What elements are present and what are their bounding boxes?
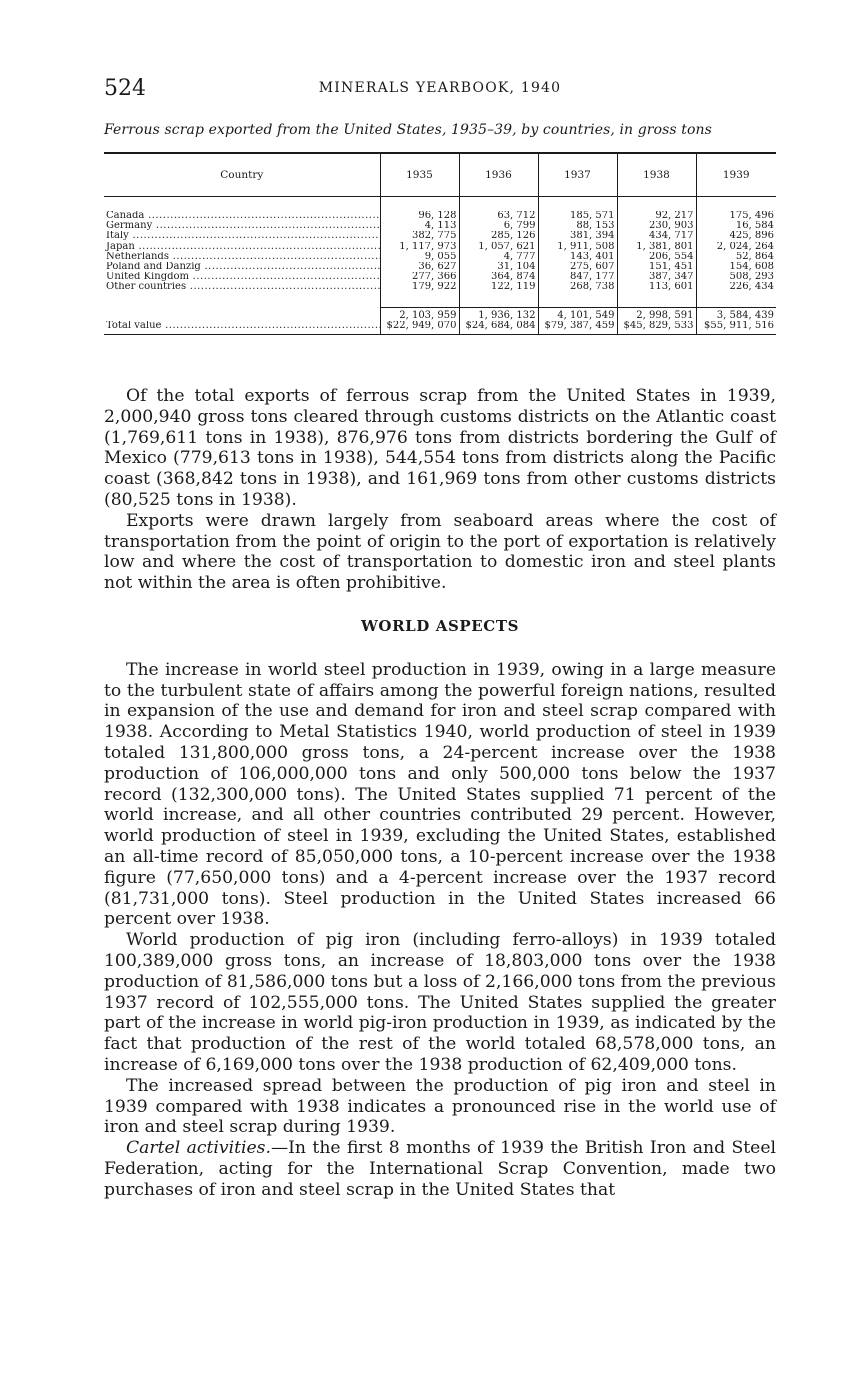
table-cell: 277, 366 [380, 272, 459, 282]
table-cell: 268, 738 [538, 282, 617, 292]
paragraph: The increased spread between the production of pig iron and steel in 1939 compared with 1938 indicates a pronounced rise in the world use of iron and steel scrap during 1939. [104, 1075, 776, 1138]
table-row [104, 272, 776, 282]
table-cell: 52, 864 [696, 252, 776, 262]
table-row [104, 231, 776, 241]
table-cell: 434, 717 [617, 231, 696, 241]
table-cell: 364, 874 [459, 272, 538, 282]
table-cell: 1, 117, 973 [380, 242, 459, 252]
totals-row [104, 307, 776, 321]
column-header-1937: 1937 [538, 153, 617, 197]
exports-table-container [104, 152, 776, 335]
column-header-country: Country [104, 153, 380, 197]
table-row [104, 282, 776, 292]
section-heading: WORLD ASPECTS [360, 616, 520, 635]
table-cell: 2, 024, 264 [696, 242, 776, 252]
country-name: Netherlands ..... [104, 252, 380, 262]
total-value-cell: $55, 911, 516 [696, 321, 776, 335]
column-header-1938: 1938 [617, 153, 696, 197]
total-value-cell: $24, 684, 084 [459, 321, 538, 335]
table-cell: 275, 607 [538, 262, 617, 272]
table-cell: 63, 712 [459, 211, 538, 221]
table-spacer [104, 197, 776, 212]
total-value-cell: $22, 949, 070 [380, 321, 459, 335]
total-cell: 4, 101, 549 [538, 307, 617, 321]
table-cell: 185, 571 [538, 211, 617, 221]
total-value-label: Total value ..... [104, 321, 380, 335]
table-cell: 16, 584 [696, 221, 776, 231]
table-cell: 154, 608 [696, 262, 776, 272]
country-name: Italy ..... [104, 231, 380, 241]
table-row [104, 221, 776, 231]
total-cell: 2, 103, 959 [380, 307, 459, 321]
table-cell: 151, 451 [617, 262, 696, 272]
table-cell: 1, 381, 801 [617, 242, 696, 252]
table-cell: 1, 911, 508 [538, 242, 617, 252]
total-value-cell: $45, 829, 533 [617, 321, 696, 335]
country-name: Poland and Danzig ..... [104, 262, 380, 272]
page-header [104, 76, 776, 106]
table-cell: 1, 057, 621 [459, 242, 538, 252]
table-cell: 226, 434 [696, 282, 776, 292]
table-row [104, 262, 776, 272]
paragraph: Exports were drawn largely from seaboard areas where the cost of transportation from the point of origin to the port of exportation is relatively low and where the cost of transportation to domestic iron and steel plants not within the area is often prohibitive. [104, 510, 776, 594]
table-cell: 6, 799 [459, 221, 538, 231]
table-cell: 92, 217 [617, 211, 696, 221]
country-name: Japan ..... [104, 242, 380, 252]
table-cell: 382, 775 [380, 231, 459, 241]
paragraph: World production of pig iron (including ferro-alloys) in 1939 totaled 100,389,000 gross tons, an increase of 18,803,000 tons over the 1938 production of 81,586,000 tons but a loss of 2,166,000 tons from the previous 1937 record of 102,555,000 tons. The United States supplied the greater part of the increase in world pig-iron production in 1939, as indicated by the fact that production of the rest of the world totaled 68,578,000 tons, an increase of 6,169,000 tons over the 1938 production of 62,409,000 tons. [104, 930, 776, 1075]
paragraph-cartel [104, 1138, 776, 1200]
table-cell: 381, 394 [538, 231, 617, 241]
table-header-row [104, 153, 776, 197]
table-cell: 175, 496 [696, 211, 776, 221]
column-header-1935: 1935 [380, 153, 459, 197]
table-cell: 96, 128 [380, 211, 459, 221]
table-cell: 36, 627 [380, 262, 459, 272]
paragraph: The increase in world steel production in 1939, owing in a large measure to the turbulent state of affairs among the powerful foreign nations, resulted in expansion of the use and demand for iron and steel scrap compared with 1938. According to Metal Statistics 1940, world production of steel in 1939 totaled 131,800,000 gross tons, a 24-percent increase over the 1938 production of 106,000,000 tons and only 500,000 tons below the 1937 record (132,300,000 tons). The United States supplied 71 percent of the world increase, and all other countries contributed 29 percent. However, world production of steel in 1939, excluding the United States, established an all-time record of 85,050,000 tons, a 10-percent increase over the 1938 figure (77,650,000 tons) and a 4-percent increase over the 1937 record (81,731,000 tons). Steel production in the United States increased 66 percent over 1938. [104, 659, 776, 930]
country-name: Canada ..... [104, 211, 380, 221]
total-cell: 3, 584, 439 [696, 307, 776, 321]
column-header-1936: 1936 [459, 153, 538, 197]
country-name: United Kingdom ..... [104, 272, 380, 282]
paragraph-text: —In the first 8 months of 1939 the British Iron and Steel Federation, acting for the International Scrap Convention, made two purchases of iron and steel scrap in the United States that [104, 1138, 776, 1200]
total-value-row [104, 321, 776, 335]
table-cell: 113, 601 [617, 282, 696, 292]
table-cell: 4, 113 [380, 221, 459, 231]
total-cell: 2, 998, 591 [617, 307, 696, 321]
table-row [104, 242, 776, 252]
table-row [104, 211, 776, 221]
table-cell: 143, 401 [538, 252, 617, 262]
table-spacer [104, 293, 776, 308]
table-cell: 425, 896 [696, 231, 776, 241]
running-title: MINERALS YEARBOOK, 1940 [318, 80, 562, 96]
table-row [104, 252, 776, 262]
table-cell: 847, 177 [538, 272, 617, 282]
page-number: 524 [104, 76, 146, 101]
table-cell: 206, 554 [617, 252, 696, 262]
table-cell: 285, 126 [459, 231, 538, 241]
column-header-1939: 1939 [696, 153, 776, 197]
country-name: Other countries ..... [104, 282, 380, 292]
table-cell: 179, 922 [380, 282, 459, 292]
body-text [104, 386, 776, 1200]
table-cell: 9, 055 [380, 252, 459, 262]
table-cell: 508, 293 [696, 272, 776, 282]
table-cell: 122, 119 [459, 282, 538, 292]
table-cell: 88, 153 [538, 221, 617, 231]
run-in-heading: Cartel activities. [126, 1138, 271, 1159]
total-cell: 1, 936, 132 [459, 307, 538, 321]
exports-table [104, 152, 776, 335]
table-cell: 31, 104 [459, 262, 538, 272]
table-cell: 387, 347 [617, 272, 696, 282]
table-cell: 4, 777 [459, 252, 538, 262]
country-name: Germany ..... [104, 221, 380, 231]
table-caption: Ferrous scrap exported from the United States, 1935–39, by countries, in gross tons [104, 122, 712, 138]
total-value-cell: $79, 387, 459 [538, 321, 617, 335]
table-cell: 230, 903 [617, 221, 696, 231]
paragraph: Of the total exports of ferrous scrap from the United States in 1939, 2,000,940 gross tons cleared through customs districts on the Atlantic coast (1,769,611 tons in 1938), 876,976 tons from districts bordering the Gulf of Mexico (779,613 tons in 1938), 544,554 tons from districts along the Pacific coast (368,842 tons in 1938), and 161,969 tons from other customs districts (80,525 tons in 1938). [104, 386, 776, 510]
